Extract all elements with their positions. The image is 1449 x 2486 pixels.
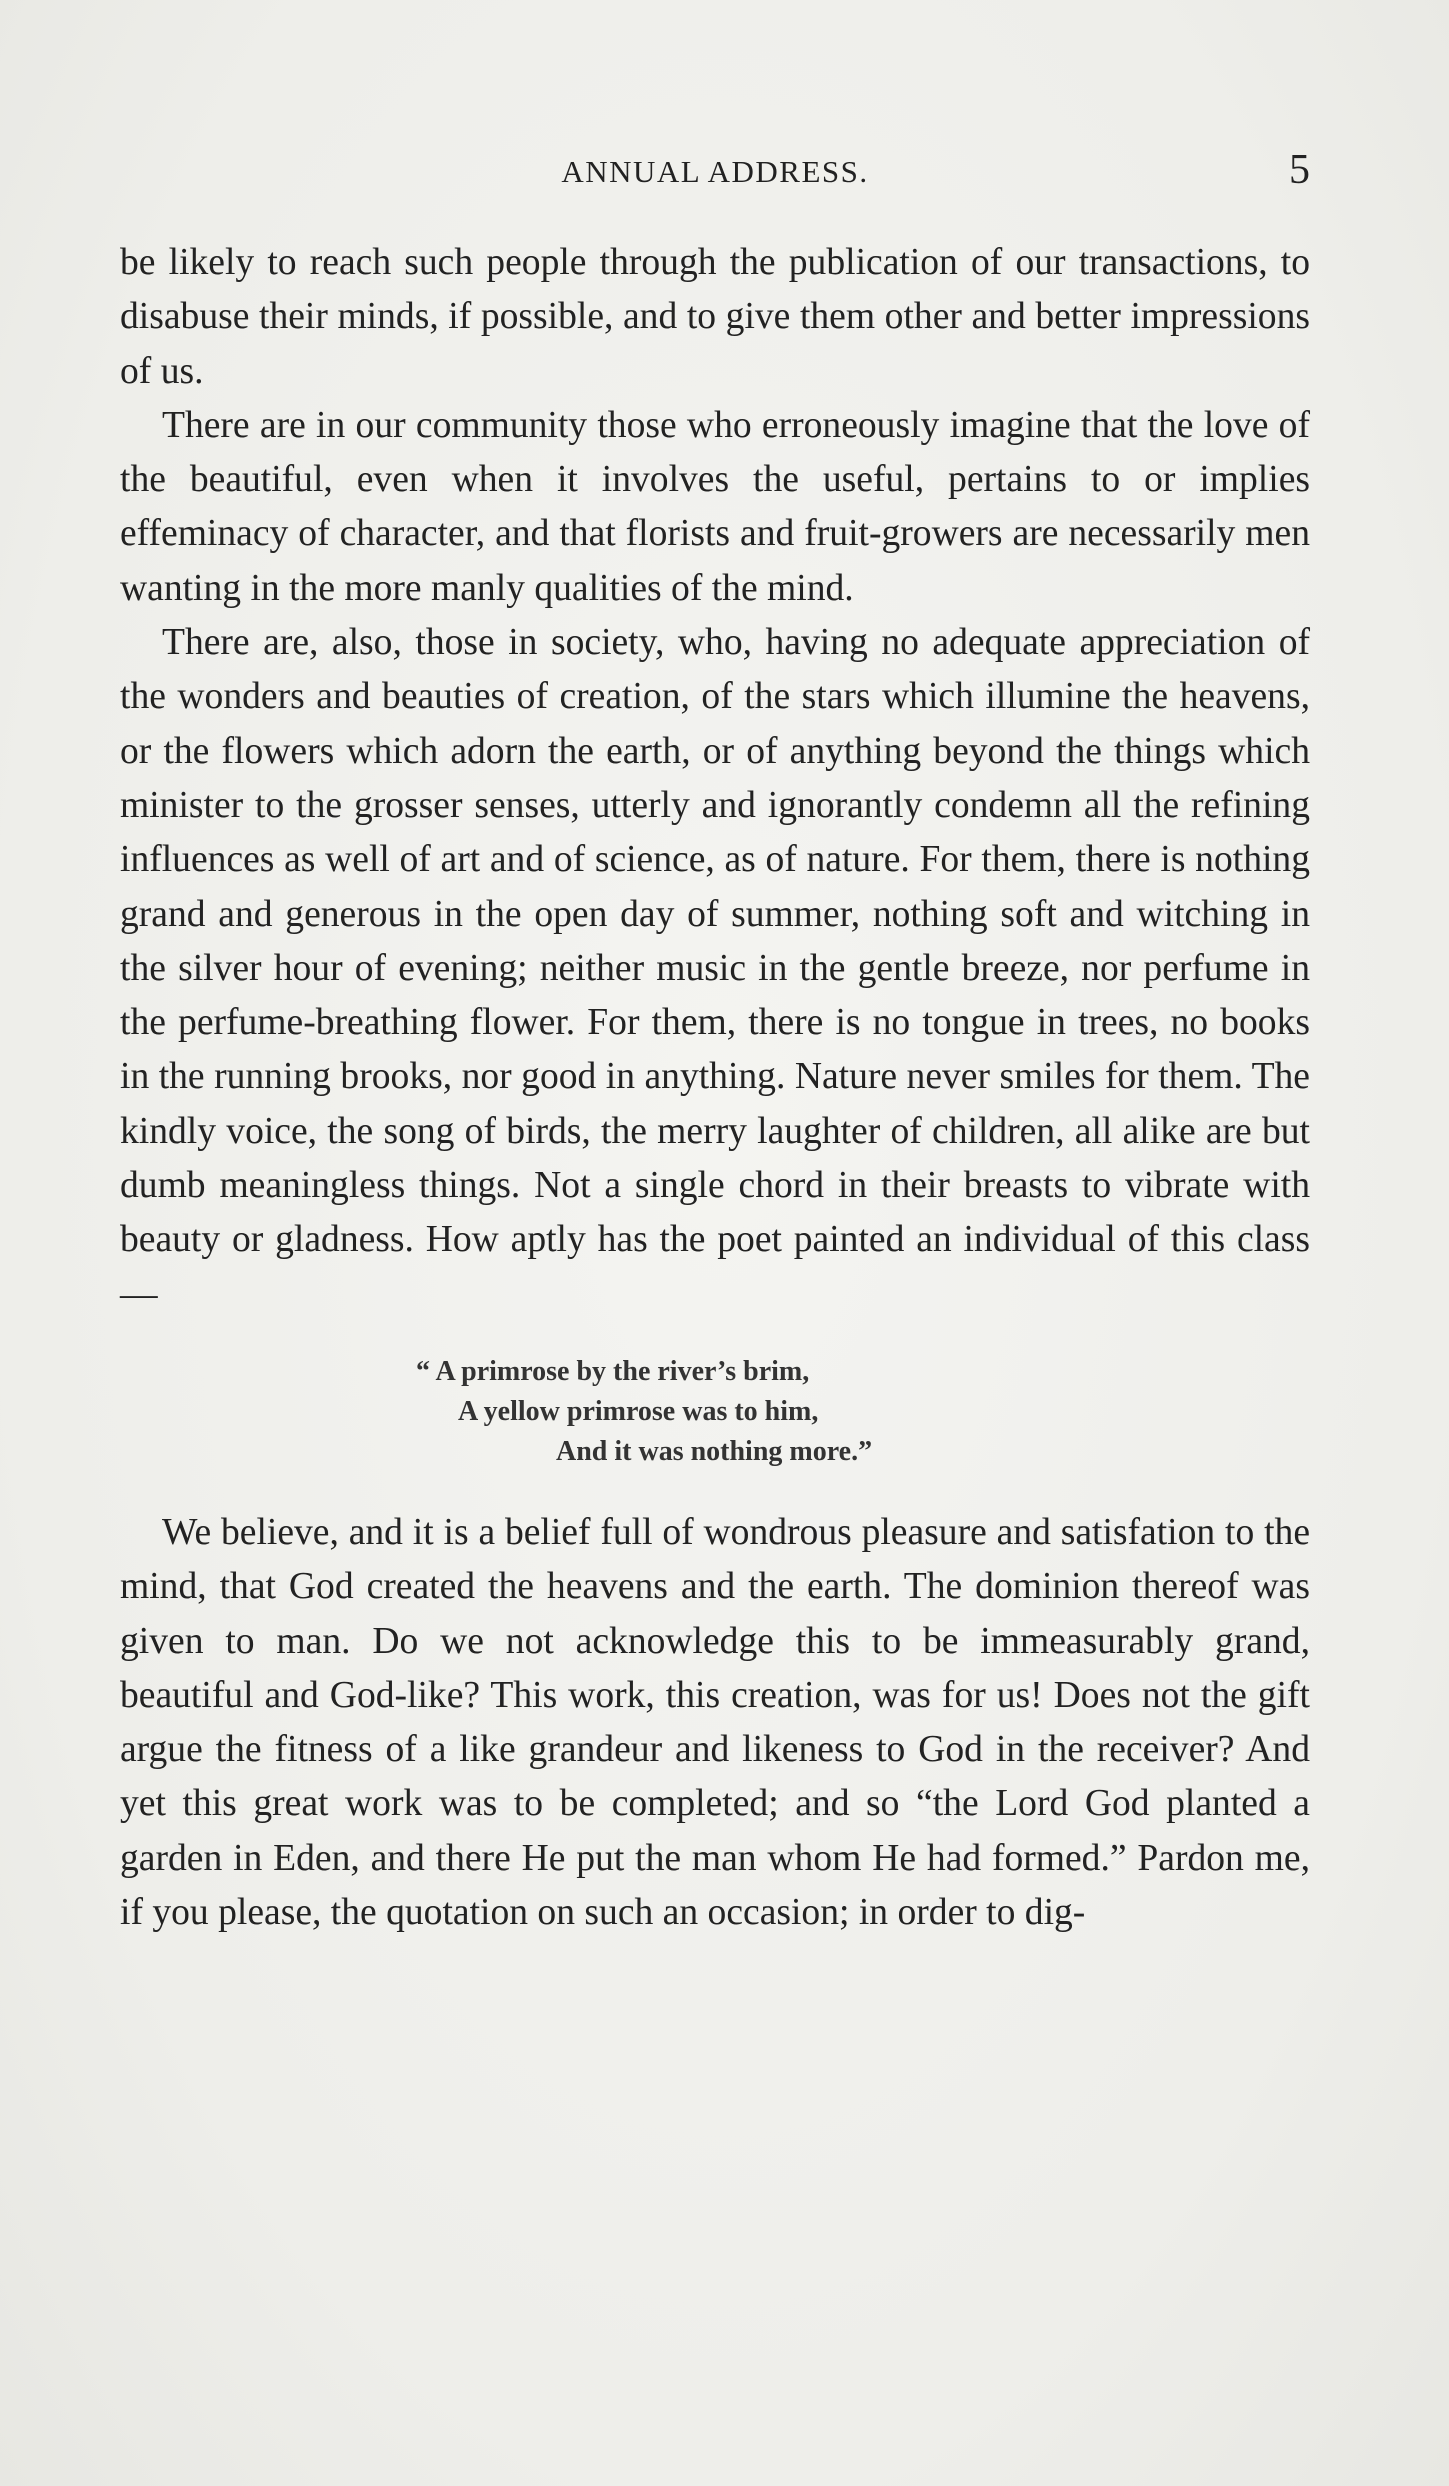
body-text [120,236,1310,1940]
page-header [120,146,1310,196]
page-number: 5 [1289,147,1310,193]
paragraph-4: We believe, and it is a belief full of wondrous pleasure and satisfation to the mind, that God created the heavens and the earth. The dominion thereof was given to man. Do we not acknowledge this to be immeasurably grand, beautiful and God-like? This work, this creation, was for us! Does not the gift argue the fitness of a like grandeur and likeness to God in the receiver? And yet this great work was to be completed; and so “the Lord God planted a garden in Eden, and there He put the man whom He had formed.” Pardon me, if you please, the quotation on such an occasion; in order to dig- [120,1511,1310,1934]
running-head: ANNUAL ADDRESS. [561,154,869,189]
verse-line: And it was nothing more.” [556,1435,873,1467]
paragraph-3: There are, also, those in society, who, having no adequate appreciation of the wonders and beauties of creation, of the stars which illumine the heavens, or the flowers which adorn the earth, or of anything beyond the things which minister to the grosser senses, utterly and ignorantly condemn all the refining influences as well of art and of science, as of nature. For them, there is nothing grand and generous in the open day of summer, nothing soft and witching in the silver hour of evening; neither music in the gentle breeze, nor perfume in the perfume-breathing flower. For them, there is no tongue in trees, no books in the running brooks, nor good in anything. Nature never smiles for them. The kindly voice, the song of birds, the merry laughter of children, all alike are but dumb meaningless things. Not a single chord in their breasts to vibrate with beauty or gladness. How aptly has the poet painted an individual of this class— [120,622,1310,1315]
verse-quotation [120,1352,1310,1472]
paragraph-2: There are in our community those who erroneously imagine that the love of the beautiful, even when it involves the useful, pertains to or implies effeminacy of character, and that florists and fruit-growers are necessarily men wanting in the more manly qualities of the mind. [120,404,1310,609]
verse-line: “ A primrose by the river’s brim, [416,1355,810,1387]
paragraph-1: be likely to reach such people through the publication of our transactions, to disabuse their minds, if possible, and to give them other and better impressions of us. [120,242,1310,392]
verse-line: A yellow primrose was to him, [458,1395,819,1427]
